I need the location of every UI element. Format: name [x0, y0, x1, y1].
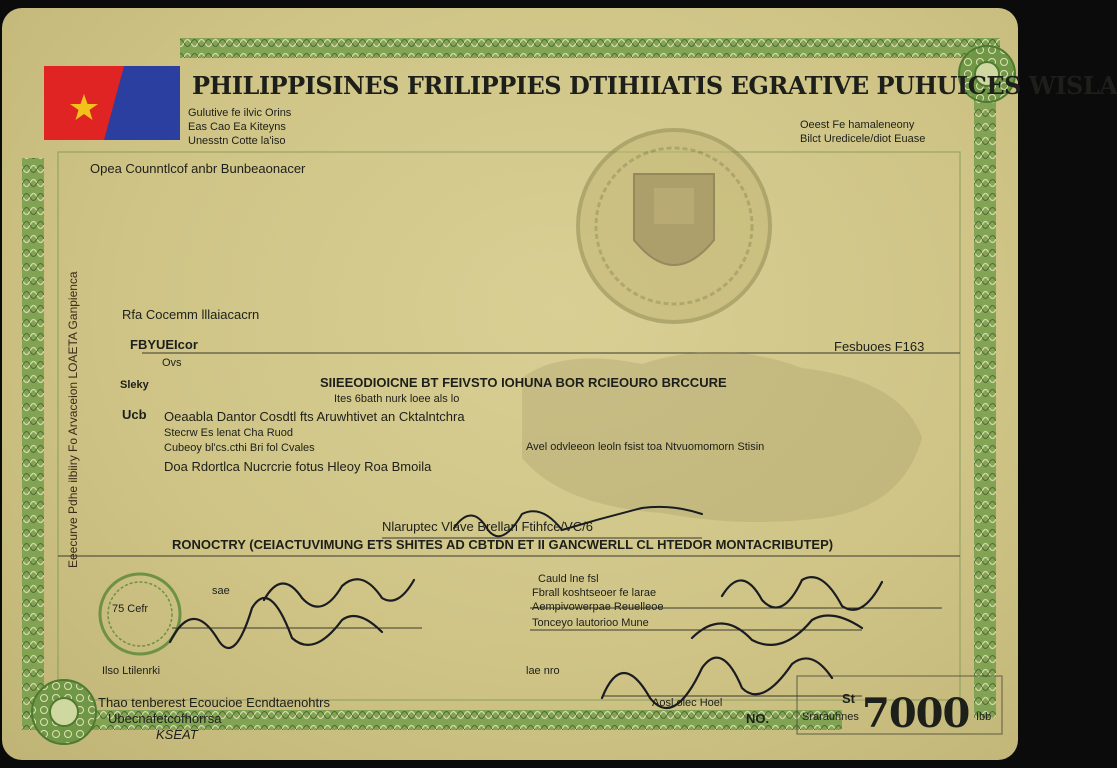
signature-caption: Nlaruptec Vlave Brellan Ftihfce/VC/6	[382, 519, 593, 534]
left-col-label-1: Sleky	[120, 379, 149, 391]
header-left-line-2: Eas Cao Ea Kiteyns	[188, 121, 286, 133]
left-signatory-label: sae	[212, 585, 230, 597]
center-sub: Ites 6bath nurk loee als lo	[334, 393, 460, 405]
header-left-line-3: Unesstn Cotte la'iso	[188, 135, 286, 147]
document-title: PHILIPPISINES FRILIPPIES DTIHIIATIS EGRATIVE PUHUICES WISLA	[192, 71, 1117, 100]
header-left-line-1: Gulutive fe ilvic Orins	[188, 107, 292, 119]
office-line: Opea Counntlcof anbr Bunbeaonacer	[90, 161, 306, 176]
vertical-text: Eeecurve Pdhe ilbiiry Fo Arvaceion LOAETA Ganpienca	[66, 271, 80, 568]
right-reference: Fesbuoes F163	[834, 339, 925, 354]
name-label: FBYUEIcor	[130, 337, 198, 352]
right-signatory-line-1: Cauld lne fsl	[538, 573, 599, 585]
center-heading: SIIEEODIOICNE BT FEIVSTO IOHUNA BOR RCIEOURO BRCCURE	[320, 375, 727, 390]
right-signatory-line-3: Aempivowerpae Reuelleoe	[532, 601, 664, 613]
right-signatory-label: lae nro	[526, 665, 560, 677]
amount-value: 7000	[862, 690, 970, 737]
footer-line-2: Ubecnafetcofhorrsa	[108, 711, 222, 726]
detail-line-2: Stecrw Es lenat Cha Ruod	[164, 427, 294, 439]
right-signatory-line-4: Tonceyo lautorioo Mune	[532, 617, 649, 629]
footer-line-1: Thao tenberest Ecoucioe Ecndtaenohtrs	[98, 695, 330, 710]
name-sub: Ovs	[162, 357, 182, 369]
banner-line: RONOCTRY (CEIACTUVIMUNG ETS SHITES AD CBTDN ET II GANCWERLL CL HTEDOR MONTACRIBUTEP)	[172, 537, 834, 552]
left-seal-text: 75 Cefr	[112, 603, 149, 615]
detail-line-4: Doa Rdortlca Nucrcrie fotus Hleoy Roa Bmoila	[164, 459, 432, 474]
left-col-label-2: Ucb	[122, 407, 147, 422]
detail-line-3: Cubeoy bl'cs.cthi Bri fol Cvales	[164, 442, 315, 454]
amount-label: Srarauhnes	[802, 711, 859, 723]
footer-line-3: KSEAT	[156, 727, 198, 742]
visa-certificate	[2, 8, 1117, 760]
header-right-line-2: Bilct Uredicele/diot Euase	[800, 133, 926, 145]
amount-suffix: Ibb	[976, 711, 992, 723]
detail-line-1: Oeaabla Dantor Cosdtl fts Aruwhtivet an Cktalntchra	[164, 409, 465, 424]
section-label: Rfa Cocemm lllaiacacrn	[122, 307, 260, 322]
left-signatory-bottom: Ilso Ltilenrki	[102, 665, 161, 677]
right-signatory-line-2: Fbrall koshtseoer fe larae	[532, 587, 657, 599]
right-signatory-small: Aosl olec Hoel	[652, 697, 723, 709]
header-right-line-1: Oeest Fe hamaleneony	[800, 119, 915, 131]
right-detail: Avel odvleeon leoln fsist toa Ntvuomomorn Stisin	[526, 441, 765, 453]
number-label: NO.	[746, 711, 770, 726]
signature-left	[170, 579, 414, 648]
amount-prefix: St	[842, 691, 855, 706]
flag-icon	[44, 66, 180, 140]
